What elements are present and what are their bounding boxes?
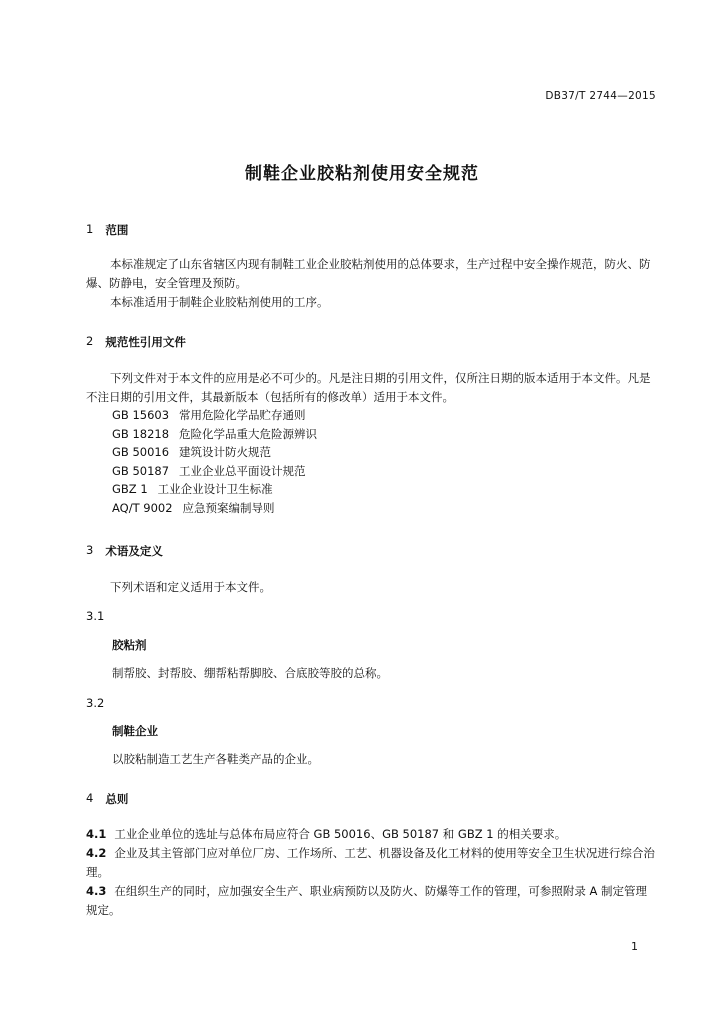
reference-item bbox=[112, 406, 317, 425]
reference-name: 危险化学品重大危险源辨识 bbox=[179, 426, 318, 441]
reference-list bbox=[112, 406, 317, 517]
document-title: 制鞋企业胶粘剂使用安全规范 bbox=[245, 164, 479, 184]
term-name: 胶粘剂 bbox=[112, 638, 147, 652]
section-heading-3 bbox=[86, 543, 163, 559]
terms-intro: 下列术语和定义适用于本文件。 bbox=[110, 580, 271, 594]
reference-name: 应急预案编制导则 bbox=[182, 500, 275, 515]
clause-number: 4.2 bbox=[86, 846, 107, 860]
clause-4-2 bbox=[86, 844, 656, 882]
clause-4-3 bbox=[86, 882, 656, 920]
term-name: 制鞋企业 bbox=[112, 724, 158, 738]
reference-name: 工业企业总平面设计规范 bbox=[179, 463, 306, 478]
reference-code: GB 15603 bbox=[112, 408, 170, 422]
clause-4-1 bbox=[86, 825, 656, 844]
reference-code: GB 50187 bbox=[112, 463, 170, 478]
scope-paragraph-1: 本标准规定了山东省辖区内现有制鞋工业企业胶粘剂使用的总体要求，生产过程中安全操作规范，防火、防爆、防静电，安全管理及预防。 bbox=[86, 257, 651, 290]
section-title: 总则 bbox=[105, 792, 129, 806]
reference-code: GB 50016 bbox=[112, 445, 170, 459]
clause-number: 4.3 bbox=[86, 884, 107, 898]
section-heading-4 bbox=[86, 791, 128, 807]
references-intro: 下列文件对于本文件的应用是必不可少的。凡是注日期的引用文件，仅所注日期的版本适用于本文件。凡是不注日期的引用文件，其最新版本（包括所有的修改单）适用于本文件。 bbox=[86, 371, 651, 404]
section-title: 规范性引用文件 bbox=[105, 335, 186, 349]
reference-item bbox=[112, 443, 317, 462]
clause-text: 在组织生产的同时，应加强安全生产、职业病预防以及防火、防爆等工作的管理，可参照附录 A 制定管理规定。 bbox=[86, 884, 648, 917]
reference-item bbox=[112, 499, 317, 518]
reference-item bbox=[112, 462, 317, 481]
scope-paragraph-2: 本标准适用于制鞋企业胶粘剂使用的工序。 bbox=[110, 295, 329, 309]
section-number: 1 bbox=[86, 222, 94, 236]
section-number: 2 bbox=[86, 334, 94, 348]
reference-name: 建筑设计防火规范 bbox=[179, 445, 272, 459]
document-id: DB37/T 2744—2015 bbox=[545, 90, 656, 102]
clause-number: 4.1 bbox=[86, 827, 107, 841]
term-number: 3.2 bbox=[86, 696, 105, 710]
reference-item bbox=[112, 425, 317, 444]
reference-item bbox=[112, 480, 317, 499]
section-heading-2 bbox=[86, 334, 186, 350]
clause-text: 企业及其主管部门应对单位厂房、工作场所、工艺、机器设备及化工材料的使用等安全卫生状况进行综合治理。 bbox=[86, 846, 655, 879]
section-number: 3 bbox=[86, 543, 94, 557]
reference-code: GB 18218 bbox=[112, 426, 170, 441]
reference-code: AQ/T 9002 bbox=[112, 500, 173, 515]
clause-text: 工业企业单位的选址与总体布局应符合 GB 50016、GB 50187 和 GBZ 1 的相关要求。 bbox=[114, 827, 567, 841]
term-definition: 以胶粘制造工艺生产各鞋类产品的企业。 bbox=[112, 752, 319, 766]
section-number: 4 bbox=[86, 791, 94, 805]
term-definition: 制帮胶、封帮胶、绷帮粘帮脚胶、合底胶等胶的总称。 bbox=[112, 666, 388, 680]
reference-name: 工业企业设计卫生标准 bbox=[157, 482, 273, 496]
reference-code: GBZ 1 bbox=[112, 482, 148, 496]
section-title: 术语及定义 bbox=[105, 544, 163, 558]
section-title: 范围 bbox=[105, 223, 129, 237]
section-heading-1 bbox=[86, 222, 128, 238]
reference-name: 常用危险化学品贮存通则 bbox=[179, 408, 306, 422]
page-number: 1 bbox=[631, 940, 638, 953]
term-number: 3.1 bbox=[86, 609, 105, 623]
